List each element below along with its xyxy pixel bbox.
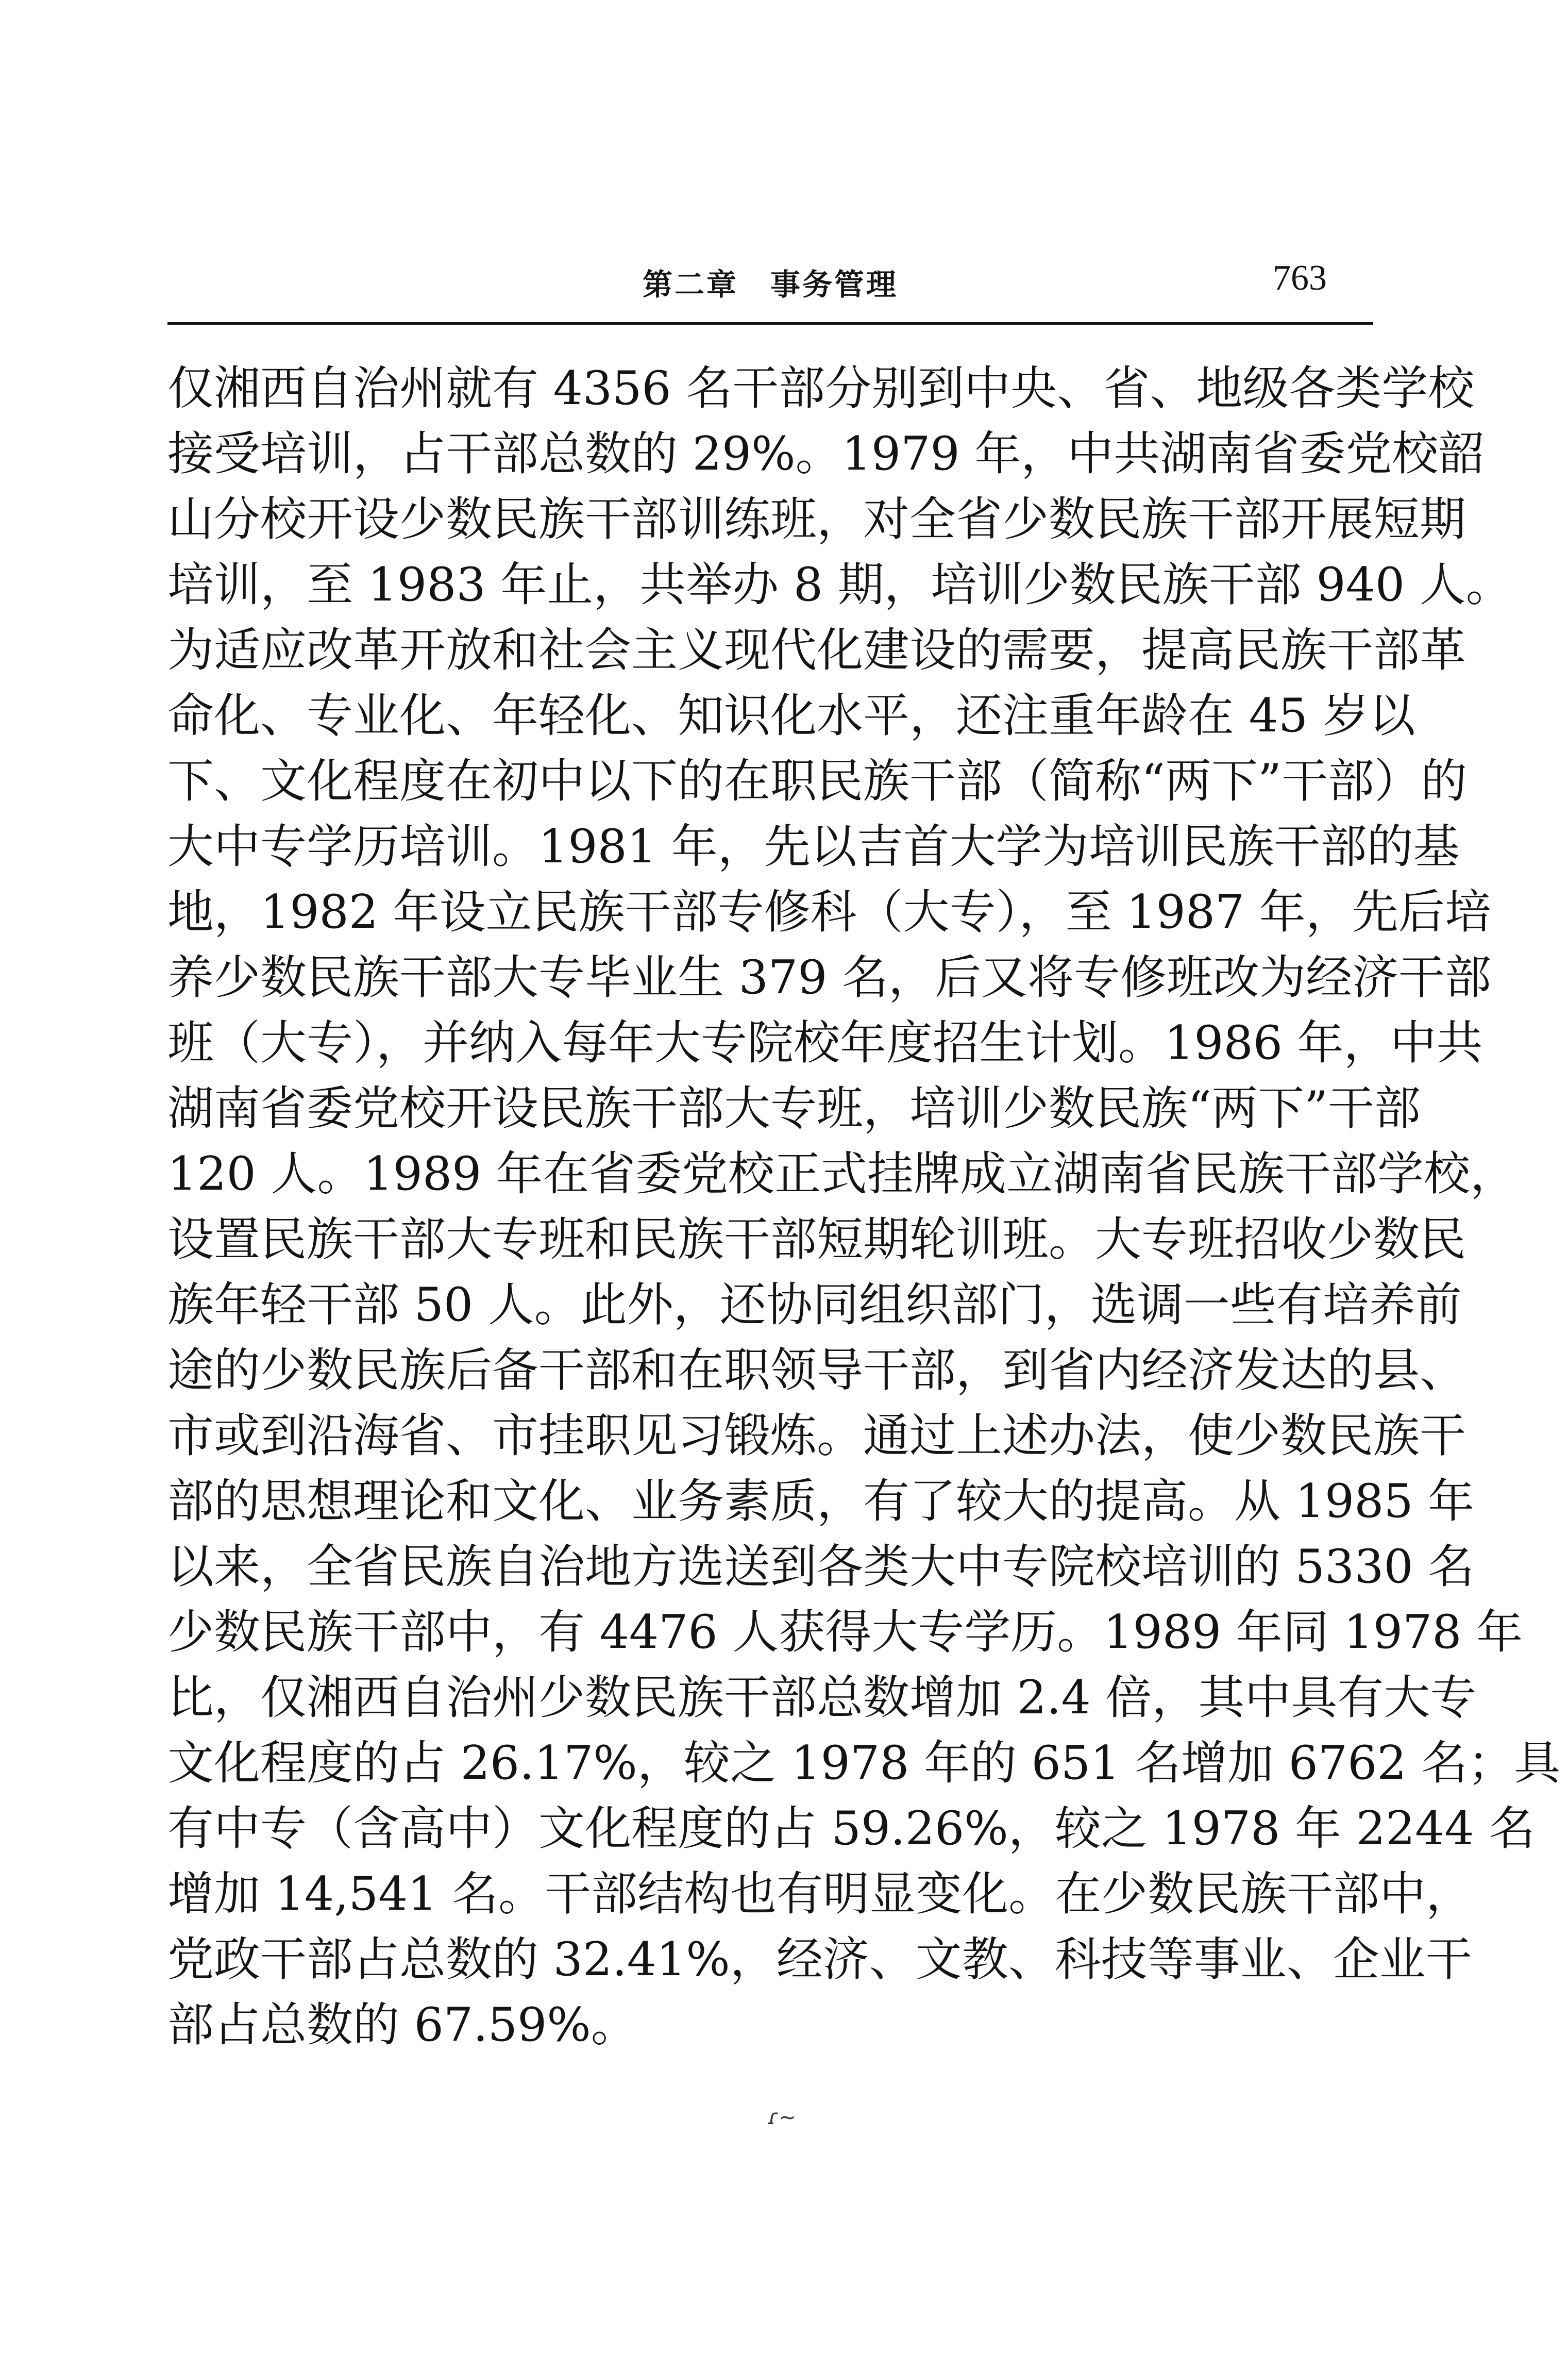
text-line: 班（大专），并纳入每年大专院校年度招生计划。1986 年，中共 [167,1016,1483,1070]
text-line: 仅湘西自治州就有 4356 名干部分别到中央、省、地级各类学校 [167,361,1475,415]
text-line: 命化、专业化、年轻化、知识化水平，还注重年龄在 45 岁以 [167,689,1415,743]
text-line: 接受培训，占干部总数的 29%。1979 年，中共湖南省委党校韶 [167,427,1485,481]
text-line: 部的思想理论和文化、业务素质，有了较大的提高。从 1985 年 [167,1474,1475,1528]
text-line: 120 人。1989 年在省委党校正式挂牌成立湖南省民族干部学校， [167,1147,1517,1201]
text-line: 以来，全省民族自治地方选送到各类大中专院校培训的 5330 名 [167,1540,1475,1594]
footer-scan-mark: ɾ~ [768,2106,796,2129]
text-line: 培训，至 1983 年止，共举办 8 期，培训少数民族干部 940 人。 [167,558,1512,612]
text-line: 市或到沿海省、市挂职见习锻炼。通过上述办法，使少数民族干 [167,1409,1466,1463]
text-line: 大中专学历培训。1981 年，先以吉首大学为培训民族干部的基 [167,820,1460,874]
text-line-last: 部占总数的 67.59%。 [167,1998,637,2052]
text-line: 湖南省委党校开设民族干部大专班，培训少数民族“两下”干部 [167,1081,1421,1136]
body-paragraph [167,356,1561,2058]
text-line: 党政干部占总数的 32.41%，经济、文教、科技等事业、企业干 [167,1932,1472,1987]
text-line: 有中专（含高中）文化程度的占 59.26%，较之 1978 年 2244 名 [167,1801,1536,1856]
text-line: 为适应改革开放和社会主义现代化建设的需要，提高民族干部革 [167,623,1466,677]
running-header [167,242,1373,325]
text-line: 增加 14,541 名。干部结构也有明显变化。在少数民族干部中， [167,1867,1473,1921]
page-number: 763 [1273,258,1327,298]
text-line: 途的少数民族后备干部和在职领导干部，到省内经济发达的县、 [167,1343,1466,1397]
text-line: 山分校开设少数民族干部训练班，对全省少数民族干部开展短期 [167,492,1466,546]
text-line: 比，仅湘西自治州少数民族干部总数增加 2.4 倍，其中具有大专 [167,1671,1477,1725]
text-line: 文化程度的占 26.17%，较之 1978 年的 651 名增加 6762 名；具 [167,1736,1561,1790]
text-line: 设置民族干部大专班和民族干部短期轮训班。大专班招收少数民 [167,1212,1466,1266]
text-line: 地，1982 年设立民族干部专修科（大专），至 1987 年，先后培 [167,885,1491,939]
chapter-title: 第二章 事务管理 [642,267,898,302]
header-rule [167,322,1373,325]
text-line: 下、文化程度在初中以下的在职民族干部（简称“两下”干部）的 [167,754,1468,808]
text-line: 族年轻干部 50 人。此外，还协同组织部门，选调一些有培养前 [167,1278,1462,1332]
text-line: 养少数民族干部大专毕业生 379 名，后又将专修班改为经济干部 [167,950,1491,1005]
text-line: 少数民族干部中，有 4476 人获得大专学历。1989 年同 1978 年 [167,1605,1523,1659]
